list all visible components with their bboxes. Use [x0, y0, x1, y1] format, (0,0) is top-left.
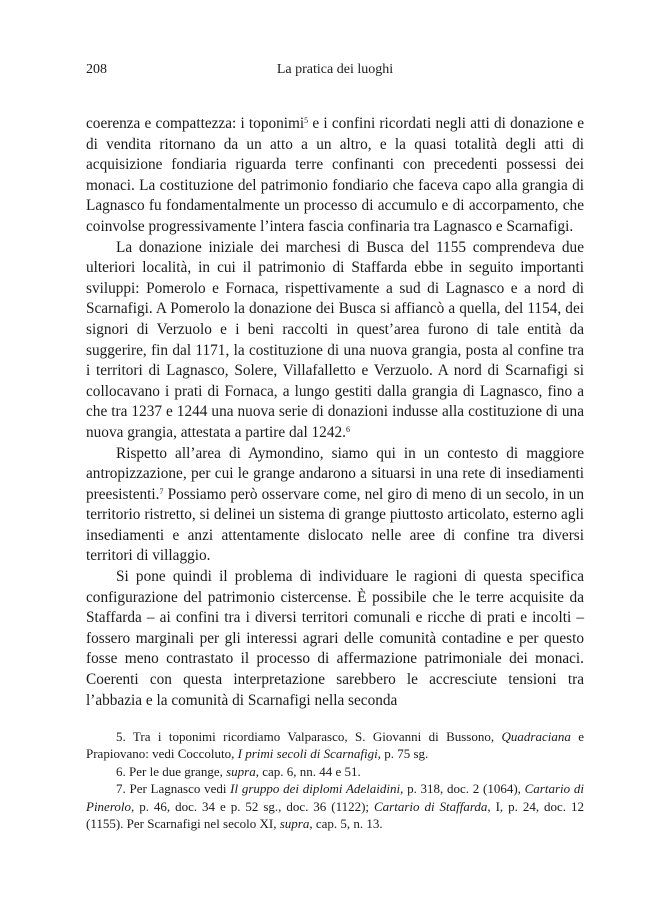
paragraph: Si pone quindi il problema di individuare le ragioni di questa specifica configurazione del patrimonio cistercense. È possibile che le terre acquisite da Staffarda – ai confini tra i diversi territori comunali e ricche di prati e incolti – fossero marginali per gli interessi agrari delle comunità contadine e per questo fosse meno contrastato il processo di affermazione patrimoniale dei monaci. Coerenti con questa interpretazione sarebbero le accresciute tensioni tra l’abbazia e la comunità di Scarnafigi nella seconda — [86, 568, 584, 709]
paragraph: coerenza e compattezza: i toponimi$^5$ e i confini ricordati negli atti di donazione e di vendita ritornano da un atto a un altro, e la quasi totalità degli atti di acquisizione fondiaria riguarda terre confinanti con precedenti possessi dei monaci. La costituzione del patrimonio fondiario che faceva capo alla grangia di Lagnasco fu fondamentalmente un processo di accumulo e di accorpamento, che coinvolse progressivamente l’intera fascia confinaria tra Lagnasco e Scarnafigi. — [86, 115, 584, 235]
main-text — [86, 114, 584, 711]
page-number: 208 — [86, 62, 107, 77]
footnote-6: 6. Per le due grange, supra, cap. 6, nn. 44 e 51. — [116, 763, 361, 779]
footnote-ref-7: 7 — [159, 486, 164, 496]
paragraph: La donazione iniziale dei marchesi di Busca del 1155 comprendeva due ulteriori località, in cui il patrimonio di Staffarda ebbe in seguito importanti sviluppi: Pomerolo e Fornaca, rispettivamente a sud di Lagnasco e a nord di Scarnafigi. A Pomerolo la donazione dei Busca si affiancò a quella, del 1154, dei signori di Verzuolo e i beni raccolti in quest’area furono di tale entità da suggerire, fin dal 1171, la costituzione di una nuova grangia, posta al confine tra i territori di Lagnasco, Solere, Villafalletto e Verzuolo. A nord di Scarnafigi si collocavano i prati di Fornaca, a lungo gestiti dalla grangia di Lagnasco, fino a che tra 1237 e 1244 una nuova serie di donazioni indusse alla costituzione di una nuova grangia, attestata a partire dal 1242.$^6$ — [86, 238, 584, 441]
running-head — [86, 62, 584, 82]
footnote-5: 5. Tra i toponimi ricordiamo Valparasco, S. Giovanni di Bussono, Quadraciana e Prapiovano: vedi Coccoluto, I primi secoli di Scarnafigi, p. 75 sg. — [86, 729, 584, 762]
running-title: La pratica dei luoghi — [276, 62, 394, 77]
footnote-ref-5: 5 — [304, 116, 309, 125]
footnotes — [86, 728, 584, 832]
paragraph: Rispetto all’area di Aymondino, siamo qui in un contesto di maggiore antropizzazione, per cui le grange andarono a situarsi in una rete di insediamenti preesistenti.$^7$ Possiamo però osservare come, nel giro di meno di un secolo, in un territorio ristretto, si delinei un sistema di grange piuttosto articolato, esterno agli insediamenti e anzi attentamente dislocato nelle aree di confine tra diversi territori di villaggio. — [86, 444, 584, 565]
footnote-ref-6: 6 — [345, 424, 350, 434]
footnote-7: 7. Per Lagnasco vedi Il gruppo dei diplomi Adelaidini, p. 318, doc. 2 (1064), Cartario di Pinerolo, p. 46, doc. 34 e p. 52 sg., doc. 36 (1122); Cartario di Staffarda, I, p. 24, doc. 12 (1155). Per Scarnafigi nel secolo XI, supra, cap. 5, n. 13. — [86, 781, 584, 832]
